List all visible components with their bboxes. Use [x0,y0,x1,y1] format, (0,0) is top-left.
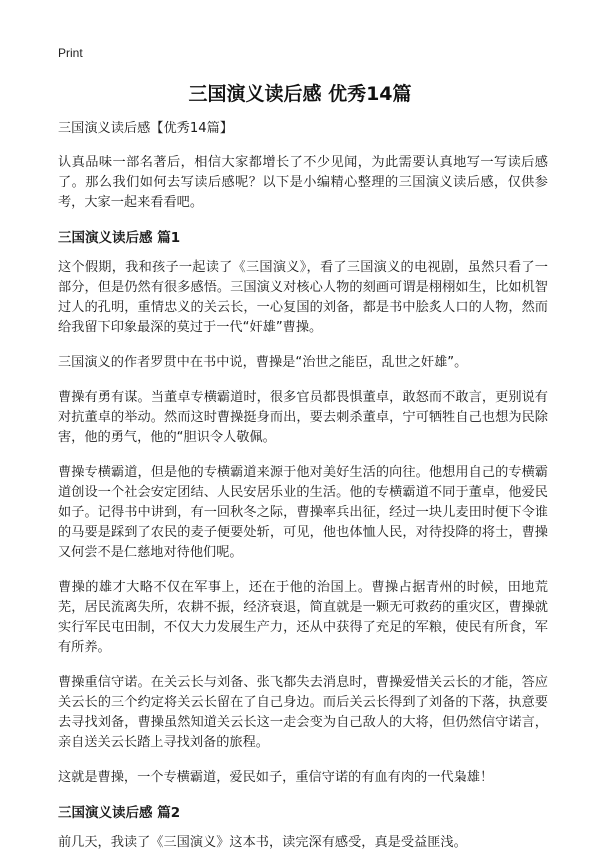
article-body [58,119,548,868]
paragraph: 曹操有勇有谋。当董卓专横霸道时，很多官员都畏惧董卓，敢怒而不敢言，更别说有对抗董卓的举动。然而这时曹操挺身而出，要去刺杀董卓，宁可牺牲自己也想为民除害，他的勇气，他的“胆识令人敬佩。 [58,390,548,445]
paragraph: 这就是曹操，一个专横霸道，爱民如子，重信守诺的有血有肉的一代枭雄！ [58,770,494,785]
page-title: 三国演义读后感 优秀14篇 [188,83,412,105]
section-heading-1: 三国演义读后感 篇1 [58,230,181,246]
paragraph: 曹操重信守诺。在关云长与刘备、张飞都失去消息时，曹操爱惜关云长的才能，答应关云长的三个约定将关云长留在了自己身边。而后关云长得到了刘备的下落，执意要去寻找刘备，曹操虽然知道关云长这一走会变为自己敌人的大将，但仍然信守诺言，亲自送关云长踏上寻找刘备的旅程。 [58,675,548,750]
paragraph: 三国演义的作者罗贯中在书中说，曹操是“治世之能臣，乱世之奸雄”。 [58,355,468,370]
paragraph: 这个假期，我和孩子一起读了《三国演义》，看了三国演义的电视剧，虽然只看了一部分，但是仍然有很多感悟。三国演义对核心人物的刻画可谓是栩栩如生，比如机智过人的孔明，重情忠义的关云长，一心复国的刘备，都是书中脍炙人口的人物，然而给我留下印象最深的莫过于一代“奸雄”曹操。 [58,260,548,335]
section-heading-2: 三国演义读后感 篇2 [58,805,181,821]
paragraph: 前几天，我读了《三国演义》这本书，读完深有感受，真是受益匪浅。 [58,835,467,850]
paragraph: 曹操专横霸道，但是他的专横霸道来源于他对美好生活的向往。他想用自己的专横霸道创设一个社会安定团结、人民安居乐业的生活。他的专横霸道不同于董卓，他爱民如子。记得书中讲到，有一回秋冬之际，曹操率兵出征，经过一块儿麦田时便下令谁的马要是踩到了农民的麦子便要处斩，可见，他也体恤人民，对待投降的将士，曹操又何尝不是仁慈地对待他们呢。 [58,465,548,560]
article-subtitle: 三国演义读后感【优秀14篇】 [58,121,234,136]
paragraph: 曹操的雄才大略不仅在军事上，还在于他的治国上。曹操占据青州的时候，田地荒芜，居民流离失所，农耕不振，经济衰退，简直就是一颗无可救药的重灾区，曹操就实行军民屯田制，不仅大力发展生产力，还从中获得了充足的军粮，使民有所食，军有所养。 [58,580,548,655]
print-label: Print [58,46,83,60]
intro-paragraph: 认真品味一部名著后，相信大家都增长了不少见闻，为此需要认真地写一写读后感了。那么我们如何去写读后感呢？以下是小编精心整理的三国演义读后感，仅供参考，大家一起来看看吧。 [58,155,548,210]
